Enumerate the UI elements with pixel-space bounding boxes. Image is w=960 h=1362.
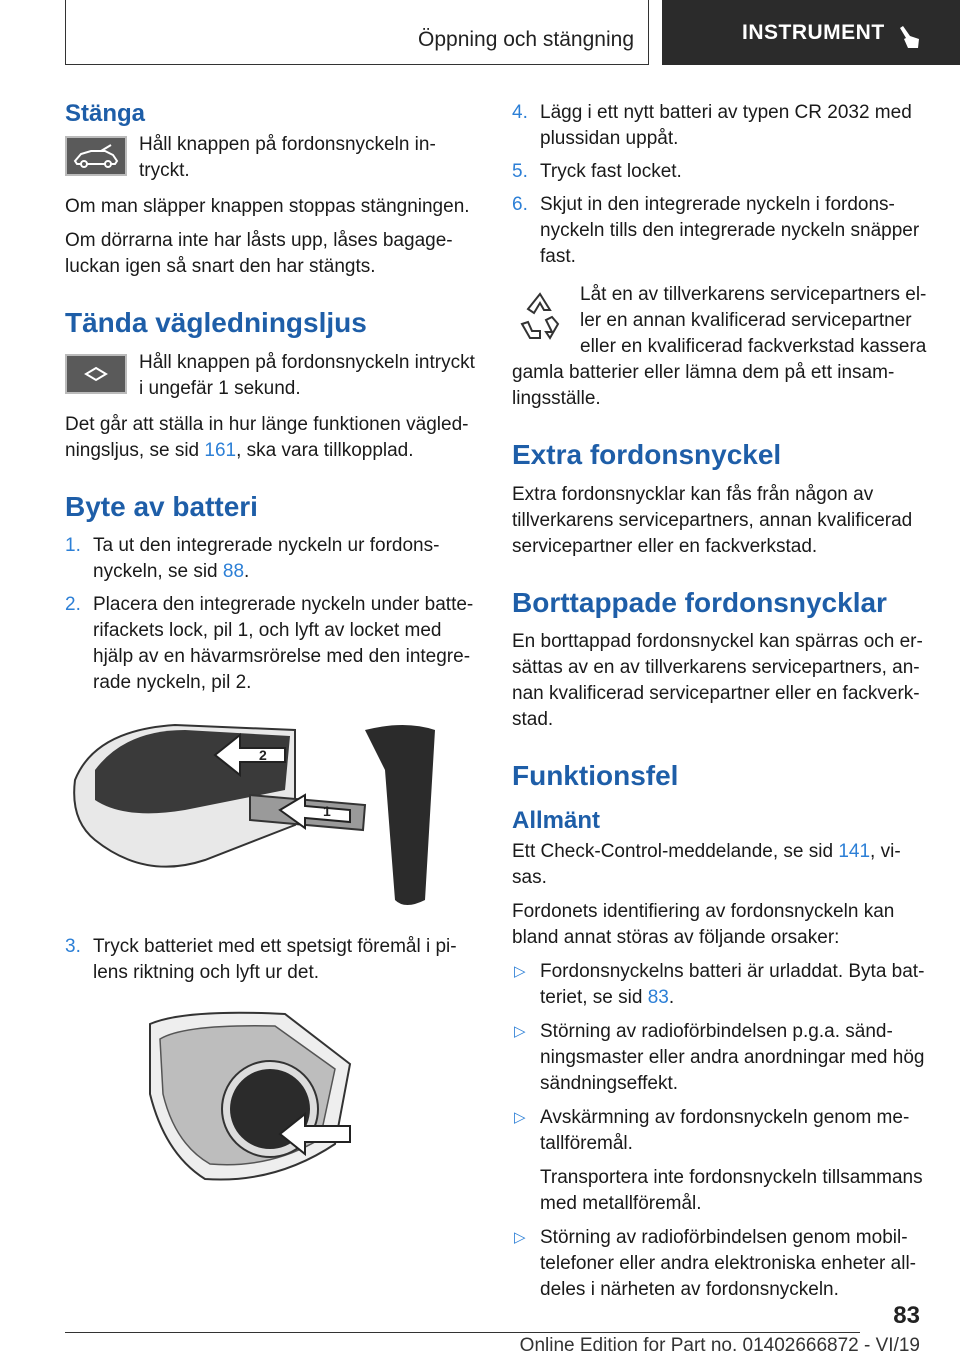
guide-light-instruction xyxy=(65,350,480,402)
triangle-bullet-icon: ▷ xyxy=(514,1228,526,1246)
battery-heading: Byte av batteri xyxy=(65,490,258,522)
step-item xyxy=(65,533,480,585)
recycle-icon xyxy=(512,288,568,344)
triangle-bullet-icon: ▷ xyxy=(514,1022,526,1040)
battery-removal-illustration xyxy=(65,1004,480,1194)
step-text: Lägg i ett nytt batteri av typen CR 2032 med plussidan uppåt. xyxy=(540,102,912,149)
recycle-note-text: Låt en av tillverkarens servicepartners eller en annan kvalificerad servicepartner eller en kvalificerad fackverkstad kassera gamla batterier eller lämna dem på ett insamlingsställe. xyxy=(512,284,927,409)
list-item xyxy=(512,959,927,1011)
step-item xyxy=(512,100,927,152)
close-paragraph-2: Om dörrarna inte har låsts upp, låses bagageluckan igen så snart den har stängts. xyxy=(65,230,453,277)
list-item xyxy=(512,1225,927,1303)
guide-light-button-symbol xyxy=(65,354,127,394)
footer-divider xyxy=(65,1332,860,1333)
list-item xyxy=(512,1019,927,1097)
bullet-text: Avskärmning av fordonsnyckeln genom metallföremål. xyxy=(540,1106,910,1154)
close-button-text: Håll knappen på fordonsnyckeln intryckt. xyxy=(139,134,436,181)
bullet-text: Störning av radioförbindelsen p.g.a. sändningsmaster eller andra anordningar med hög sändningseffekt. xyxy=(540,1020,925,1094)
bullet-subparagraph: Transportera inte fordonsnyckeln tillsammans med metallföremål. xyxy=(540,1166,923,1214)
general-text-end: , visas. xyxy=(512,840,901,888)
step-text: Skjut in den integrerade nyckeln i fordonsnyckeln tills den integrerade nyckeln snäpper fast. xyxy=(540,194,920,267)
pointing-hand-icon xyxy=(894,24,922,52)
list-item xyxy=(512,1105,927,1217)
battery-steps-list-right xyxy=(512,100,927,270)
guide-light-paragraph xyxy=(65,412,480,464)
step-text: Tryck batteriet med ett spetsigt föremål i pilens riktning och lyft ur det. xyxy=(93,936,457,984)
step-text: Tryck fast locket. xyxy=(540,161,682,182)
page-link-141[interactable]: 141 xyxy=(838,840,871,862)
page-link-83[interactable]: 83 xyxy=(647,986,669,1008)
step-number: 2. xyxy=(65,594,81,616)
bullet-text: Störning av radioförbindelsen genom mobiltelefoner eller andra elektroniska enheter alldeles i närheten av fordonsnyckeln. xyxy=(540,1226,916,1300)
step-number: 5. xyxy=(512,161,528,182)
general-text: Ett Check-Control-meddelande, se sid xyxy=(512,840,839,862)
battery-steps-list xyxy=(65,533,480,696)
footer-edition: Online Edition for Part no. 01402666872 - VI/19 xyxy=(519,1335,920,1356)
close-paragraph-1: Om man släpper knappen stoppas stängningen. xyxy=(65,196,470,217)
header-chapter-title: INSTRUMENT xyxy=(742,20,885,44)
header-chapter-box xyxy=(662,0,960,65)
step-text-end: . xyxy=(244,561,250,583)
close-instruction xyxy=(65,132,480,184)
extra-key-paragraph: Extra fordonsnycklar kan fås från någon av tillverkarens servicepartners, annan kvalificerad servicepartner eller en fackverkstad. xyxy=(512,483,913,557)
guide-light-text: Det går att ställa in hur länge funktionen vägledningsljus, se sid xyxy=(65,413,469,461)
general-paragraph-2: Fordonets identifiering av fordonsnyckeln kan bland annat störas av följande orsaker: xyxy=(512,900,895,948)
bullet-text: Fordonsnyckelns batteri är urladdat. Byta batteriet, se sid xyxy=(540,960,925,1008)
header-section-title: Öppning och stängning xyxy=(418,28,634,51)
arrow-2-label: 2 xyxy=(259,747,267,764)
step-text: Ta ut den integrerade nyckeln ur fordonsnyckeln, se sid xyxy=(93,535,440,583)
step-number: 4. xyxy=(512,102,528,123)
guide-light-heading: Tända vägledningsljus xyxy=(65,307,367,338)
header-section-box xyxy=(65,0,649,65)
arrow-1-label: 1 xyxy=(323,803,331,820)
general-paragraph xyxy=(512,839,927,891)
triangle-bullet-icon: ▷ xyxy=(514,962,526,980)
close-heading: Stänga xyxy=(65,100,146,127)
step-item xyxy=(65,592,480,696)
diamond-icon xyxy=(81,364,111,384)
extra-key-heading: Extra fordonsnyckel xyxy=(512,439,782,470)
triangle-bullet-icon: ▷ xyxy=(514,1108,526,1126)
bullet-text-end: . xyxy=(668,986,675,1008)
step-number: 6. xyxy=(512,194,528,215)
malfunction-heading: Funktionsfel xyxy=(512,760,679,792)
step-item xyxy=(65,934,480,986)
key-opening-illustration xyxy=(65,710,480,920)
malfunction-causes-list xyxy=(512,959,927,1303)
guide-light-text-end: , ska vara tillkopplad. xyxy=(236,439,414,461)
right-column xyxy=(512,100,927,1311)
battery-steps-list-continued xyxy=(65,934,480,986)
step-number: 1. xyxy=(65,535,81,557)
general-heading: Allmänt xyxy=(512,806,601,834)
page-link-161[interactable]: 161 xyxy=(204,439,237,461)
left-column xyxy=(65,100,480,1208)
step-item xyxy=(512,192,927,270)
step-number: 3. xyxy=(65,936,81,958)
recycle-note xyxy=(512,282,927,412)
tailgate-button-symbol xyxy=(65,136,127,176)
guide-light-button-text: Håll knappen på fordonsnyckeln intryckt i ungefär 1 sekund. xyxy=(139,351,475,399)
step-item xyxy=(512,159,927,185)
lost-keys-paragraph: En borttappad fordonsnyckel kan spärras och ersättas av en av tillverkarens servicepartners, annan kvalificerad servicepartner eller en fackverkstad. xyxy=(512,631,923,731)
page-number: 83 xyxy=(893,1302,920,1329)
step-text: Placera den integrerade nyckeln under batterifackets lock, pil 1, och lyft av locket med hjälp av en hävarmsrörelse med den integrerade nyckeln, pil 2. xyxy=(93,594,474,694)
page-link-88[interactable]: 88 xyxy=(222,561,245,583)
lost-keys-heading: Borttappade fordonsnycklar xyxy=(512,586,887,618)
car-tailgate-icon xyxy=(71,143,121,169)
